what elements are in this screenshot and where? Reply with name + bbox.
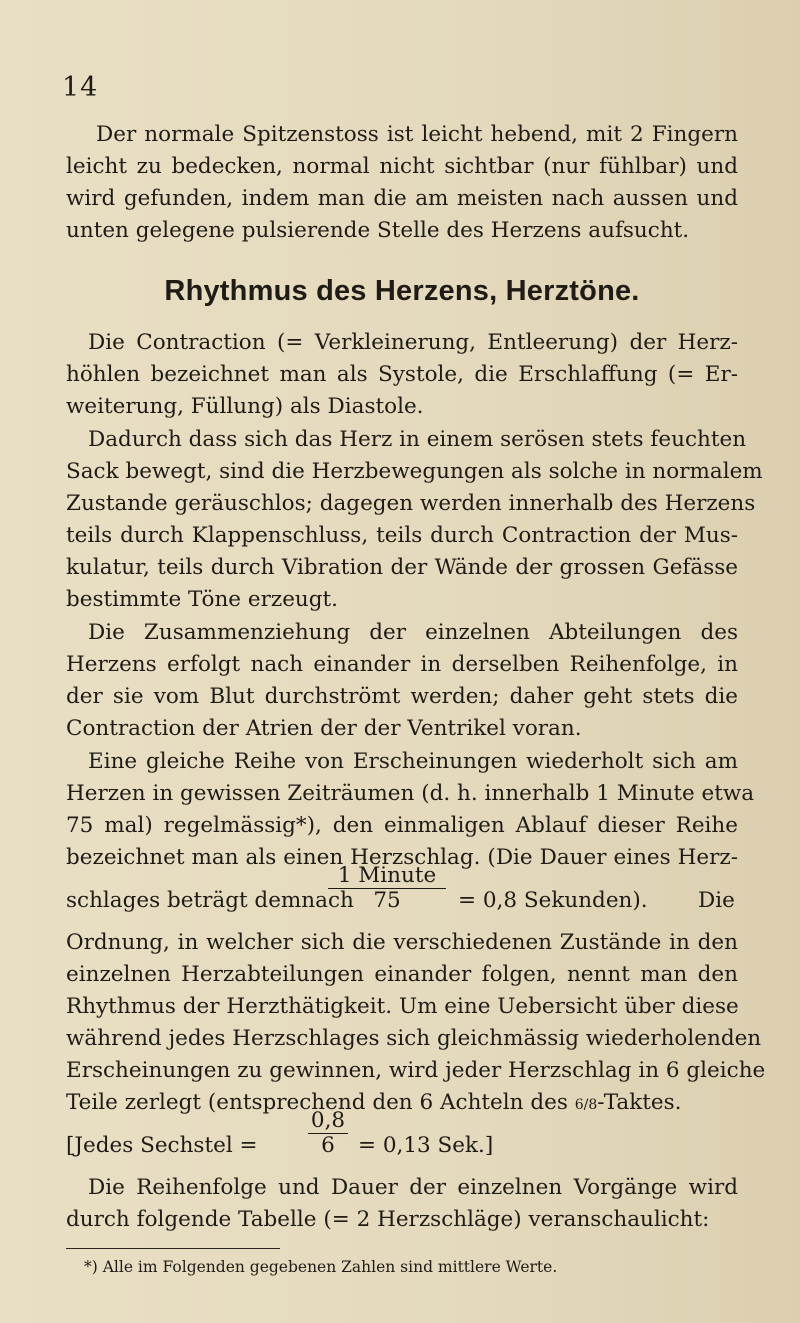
text-line: Herzens erfolgt nach einander in derselben Reihenfolge, in	[66, 652, 738, 677]
text-line: Rhythmus der Herzthätigkeit. Um eine Uebersicht über diese	[66, 994, 739, 1019]
six-eighths-fraction: 6/8	[574, 1097, 598, 1113]
text-line: Der normale Spitzenstoss ist leicht hebend, mit 2 Fingern	[96, 122, 738, 147]
text-line: einzelnen Herzabteilungen einander folgen, nennt man den	[66, 962, 738, 987]
text-line: [Jedes Sechstel =	[66, 1133, 258, 1158]
text-line: während jedes Herzschlages sich gleichmässig wiederholenden	[66, 1026, 762, 1051]
section-heading: Rhythmus des Herzens, Herztöne.	[164, 275, 640, 307]
text-line-part: Teile zerlegt (entsprechend den 6 Achteln des	[66, 1090, 568, 1115]
text-line: Eine gleiche Reihe von Erscheinungen wiederholt sich am	[88, 749, 738, 774]
text-line: wird gefunden, indem man die am meisten nach aussen und	[66, 186, 738, 211]
fraction-denominator: 6	[321, 1133, 335, 1158]
text-line: = 0,8 Sekunden).	[458, 888, 648, 913]
text-line: = 0,13 Sek.]	[358, 1133, 494, 1158]
text-line: teils durch Klappenschluss, teils durch Contraction der Mus-	[66, 523, 738, 548]
text-line: Sack bewegt, sind die Herzbewegungen als solche in normalem	[66, 459, 763, 484]
text-line: Dadurch dass sich das Herz in einem serösen stets feuchten	[88, 427, 747, 452]
text-line-part: -Taktes.	[597, 1090, 682, 1115]
text-line: Herzen in gewissen Zeiträumen (d. h. innerhalb 1 Minute etwa	[66, 781, 755, 806]
fraction-denominator: 75	[373, 888, 401, 913]
text-line: Die Contraction (= Verkleinerung, Entleerung) der Herz-	[88, 330, 738, 355]
text-line: höhlen bezeichnet man als Systole, die Erschlaffung (= Er-	[66, 362, 738, 387]
text-line: der sie vom Blut durchströmt werden; daher geht stets die	[66, 684, 738, 709]
text-line: Die	[698, 888, 735, 913]
text-line: schlages beträgt demnach	[66, 888, 354, 913]
footnote: *) Alle im Folgenden gegebenen Zahlen sind mittlere Werte.	[84, 1258, 558, 1276]
text-line: Die Reihenfolge und Dauer der einzelnen Vorgänge wird	[88, 1175, 738, 1200]
text-line: bezeichnet man als einen Herzschlag. (Die Dauer eines Herz-	[66, 845, 738, 870]
text-line: Ordnung, in welcher sich die verschiedenen Zustände in den	[66, 930, 738, 955]
text-line: Contraction der Atrien der der Ventrikel voran.	[66, 716, 582, 741]
fraction-numerator: 1 Minute	[337, 863, 437, 888]
text-line: Die Zusammenziehung der einzelnen Abteilungen des	[88, 620, 738, 645]
text-line: Erscheinungen zu gewinnen, wird jeder Herzschlag in 6 gleiche	[66, 1058, 766, 1083]
text-line: bestimmte Töne erzeugt.	[66, 587, 339, 612]
text-line: kulatur, teils durch Vibration der Wände der grossen Gefässe	[66, 555, 738, 580]
text-line: durch folgende Tabelle (= 2 Herzschläge) veranschaulicht:	[66, 1207, 710, 1232]
page-number: 14	[62, 72, 99, 103]
text-line: leicht zu bedecken, normal nicht sichtbar (nur fühlbar) und	[66, 154, 738, 179]
fraction-numerator: 0,8	[310, 1108, 346, 1133]
text-line: weiterung, Füllung) als Diastole.	[66, 394, 424, 419]
fraction-minute-per-beat	[328, 865, 446, 912]
text-line: 75 mal) regelmässig*), den einmaligen Ablauf dieser Reihe	[66, 813, 738, 838]
text-line: unten gelegene pulsierende Stelle des Herzens aufsucht.	[66, 218, 690, 243]
fraction-sixth	[308, 1110, 348, 1157]
footnote-rule	[66, 1248, 280, 1249]
text-line: Zustande geräuschlos; dagegen werden innerhalb des Herzens	[66, 491, 756, 516]
text-line	[66, 1090, 681, 1115]
